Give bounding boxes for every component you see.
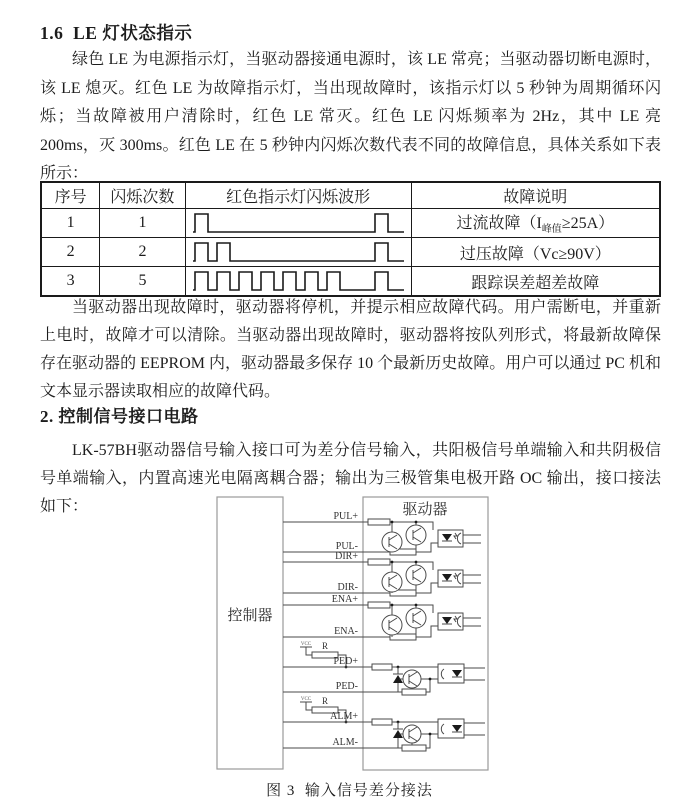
fault-text: 跟踪误差超差故障	[471, 274, 600, 292]
flash-count-cell: 2	[100, 238, 186, 267]
signal-label: PUL-	[335, 541, 358, 552]
resistor-label: R	[321, 696, 329, 706]
signal-label: ENA-	[334, 626, 358, 637]
optocoupler	[438, 719, 464, 738]
fault-text: ≥25A）	[561, 215, 615, 233]
fault-text: 过压故障（Vc≥90V）	[459, 245, 611, 263]
vcc-label: VCC	[300, 697, 312, 702]
fault-description-cell	[411, 238, 660, 267]
optocoupler	[438, 570, 463, 587]
signal-label: PED-	[335, 681, 358, 692]
controller-label: 控制器	[227, 608, 273, 624]
led-status-paragraph: 绿色 LE 为电源指示灯，当驱动器接通电源时，该 LE 常亮；当驱动器切断电源时，该 LE 熄灭。红色 LE 为故障指示灯，当出现故障时，该指示灯以 5 秒钟为周期循环闪烁；当故障被用户清除时，红色 LE 常灭。红色 LE 闪烁频率为 2Hz，其中 LE 亮 200ms，灭 300ms。红色 LE 在 5 秒钟内闪烁次数代表不同的故障信息，具体关系如下表所示：	[40, 51, 661, 182]
signal-label: ALM+	[330, 711, 358, 722]
signal-label: ALM-	[332, 737, 358, 748]
resistor	[402, 745, 426, 751]
diff-channel-dir	[283, 551, 481, 596]
driver-label: 驱动器	[402, 502, 448, 518]
fault-description-cell	[411, 209, 660, 238]
signal-label: PED+	[333, 656, 358, 667]
waveform-graphic	[189, 268, 407, 294]
fault-table	[40, 181, 661, 297]
fault-table-header-row	[41, 182, 660, 209]
fault-description-cell	[411, 267, 660, 297]
fault-index-cell: 3	[41, 267, 100, 297]
waveform-cell	[185, 267, 411, 297]
waveform-cell	[185, 209, 411, 238]
col-header-waveform: 红色指示灯闪烁波形	[185, 182, 411, 209]
fault-table-row	[41, 238, 660, 267]
resistor	[372, 719, 392, 725]
optocoupler	[438, 530, 463, 547]
transistor	[382, 572, 402, 592]
fault-handling-paragraph: 当驱动器出现故障时，驱动器将停机，并提示相应故障代码。用户需断电，并重新上电时，故障才可以清除。当驱动器出现故障时，驱动器将按队列形式，将最新故障保存在驱动器的 EEPROM 内，驱动器最多保存 10 个最新历史故障。用户可以通过 PC 机和文本显示器读取相应的故障代码。	[40, 299, 661, 400]
diff-channel-ena	[283, 594, 481, 640]
waveform-graphic	[189, 210, 407, 236]
col-header-fault-desc: 故障说明	[411, 182, 660, 209]
transistor	[403, 670, 421, 688]
fault-subscript: 峰值	[541, 224, 562, 236]
circuit-diagram	[0, 492, 699, 792]
flash-count-cell: 5	[100, 267, 186, 297]
section-1-6-heading: 1.6 LE 灯状态指示	[40, 23, 193, 43]
col-header-index: 序号	[41, 182, 100, 209]
flash-count-cell: 1	[100, 209, 186, 238]
diff-channel-pul	[283, 511, 481, 555]
signal-label: DIR-	[337, 582, 358, 593]
figure-caption: 图 3 输入信号差分接法	[266, 783, 433, 799]
fault-table-row	[41, 267, 660, 297]
vcc-label: VCC	[300, 642, 312, 647]
resistor-label: R	[321, 641, 329, 651]
resistor	[368, 559, 390, 565]
resistor	[368, 602, 390, 608]
transistor	[382, 532, 402, 552]
fault-text: 过流故障（I	[456, 215, 542, 233]
transistor	[406, 565, 426, 585]
fault-index-cell: 1	[41, 209, 100, 238]
waveform-graphic	[189, 239, 407, 265]
signal-label: PUL+	[333, 511, 358, 522]
signal-label: ENA+	[331, 594, 358, 605]
resistor	[402, 689, 426, 695]
signal-interface-paragraph: LK-57BH驱动器信号输入接口可为差分信号输入，共阳极信号单端输入和共阴极信号单端输入，内置高速光电隔离耦合器；输出为三极管集电极开路 OC 输出，接口接法如下：	[40, 442, 661, 515]
col-header-flash-count: 闪烁次数	[100, 182, 186, 209]
transistor	[382, 615, 402, 635]
fault-table-row	[41, 209, 660, 238]
resistor	[372, 664, 392, 670]
resistor	[368, 519, 390, 525]
transistor	[406, 525, 426, 545]
optocoupler	[438, 664, 464, 683]
out-channel-alm	[283, 696, 485, 751]
transistor	[403, 725, 421, 743]
out-channel-ped	[283, 641, 485, 695]
optocoupler	[438, 613, 463, 630]
section-2-heading: 2. 控制信号接口电路	[40, 407, 199, 426]
controller-box	[217, 497, 283, 769]
waveform-cell	[185, 238, 411, 267]
signal-label: DIR+	[335, 551, 358, 562]
fault-index-cell: 2	[41, 238, 100, 267]
transistor	[406, 608, 426, 628]
